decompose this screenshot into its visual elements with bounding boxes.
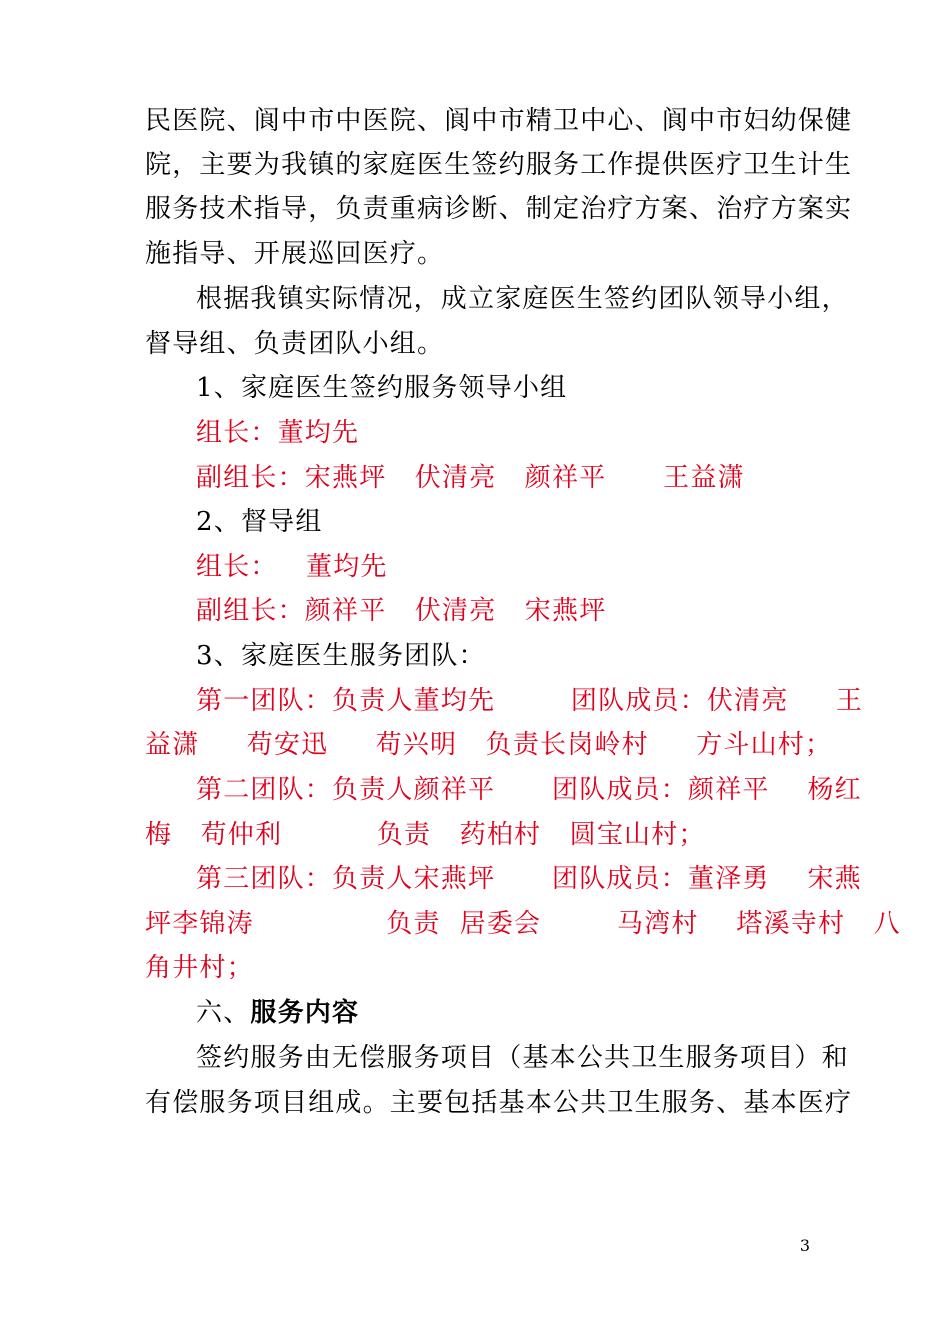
list-heading: 1、家庭医生签约服务领导小组 [196,373,568,403]
paragraph-line: 督导组、负责团队小组。 [145,329,445,359]
paragraph-line: 民医院、阆中市中医院、阆中市精卫中心、阆中市妇幼保健 [145,106,853,136]
list-heading: 2、督导组 [196,507,323,537]
paragraph-line: 有偿服务项目组成。主要包括基本公共卫生服务、基本医疗 [145,1088,853,1118]
paragraph-line: 签约服务由无偿服务项目（基本公共卫生服务项目）和 [196,1043,849,1073]
team-line: 第三团队：负责人宋燕坪 团队成员：董泽勇 宋燕 [196,864,862,894]
list-heading: 3、家庭医生服务团队： [196,641,486,671]
section-heading [196,991,807,1035]
team-line: 梅 苟仲利 负责 药柏村 圆宝山村； [145,820,706,850]
leader-line: 组长： 董均先 [196,552,388,582]
team-line: 益潇 苟安迅 苟兴明 负责长岗岭村 方斗山村； [145,730,833,760]
section-title: 服务内容 [250,998,360,1028]
team-line: 第一团队：负责人董均先 团队成员：伏清亮 王 [196,686,864,716]
team-line: 角井村； [145,953,254,983]
deputy-leader-line: 副组长：颜祥平 伏清亮 宋燕坪 [196,596,607,626]
page-number: 3 [799,1236,810,1255]
team-line: 坪李锦涛 负责 居委会 马湾村 塔溪寺村 八 [145,909,901,939]
paragraph-line: 施指导、开展巡回医疗。 [145,239,445,269]
leader-line: 组长：董均先 [196,418,360,448]
section-number: 六、 [196,998,251,1028]
team-line: 第二团队：负责人颜祥平 团队成员：颜祥平 杨红 [196,775,862,805]
paragraph-line: 根据我镇实际情况，成立家庭医生签约团队领导小组， [196,284,849,314]
paragraph-line: 院，主要为我镇的家庭医生签约服务工作提供医疗卫生计生 [145,150,853,180]
deputy-leader-line: 副组长：宋燕坪 伏清亮 颜祥平 王益潇 [196,463,745,493]
paragraph-line: 服务技术指导，负责重病诊断、制定治疗方案、治疗方案实 [145,194,853,224]
